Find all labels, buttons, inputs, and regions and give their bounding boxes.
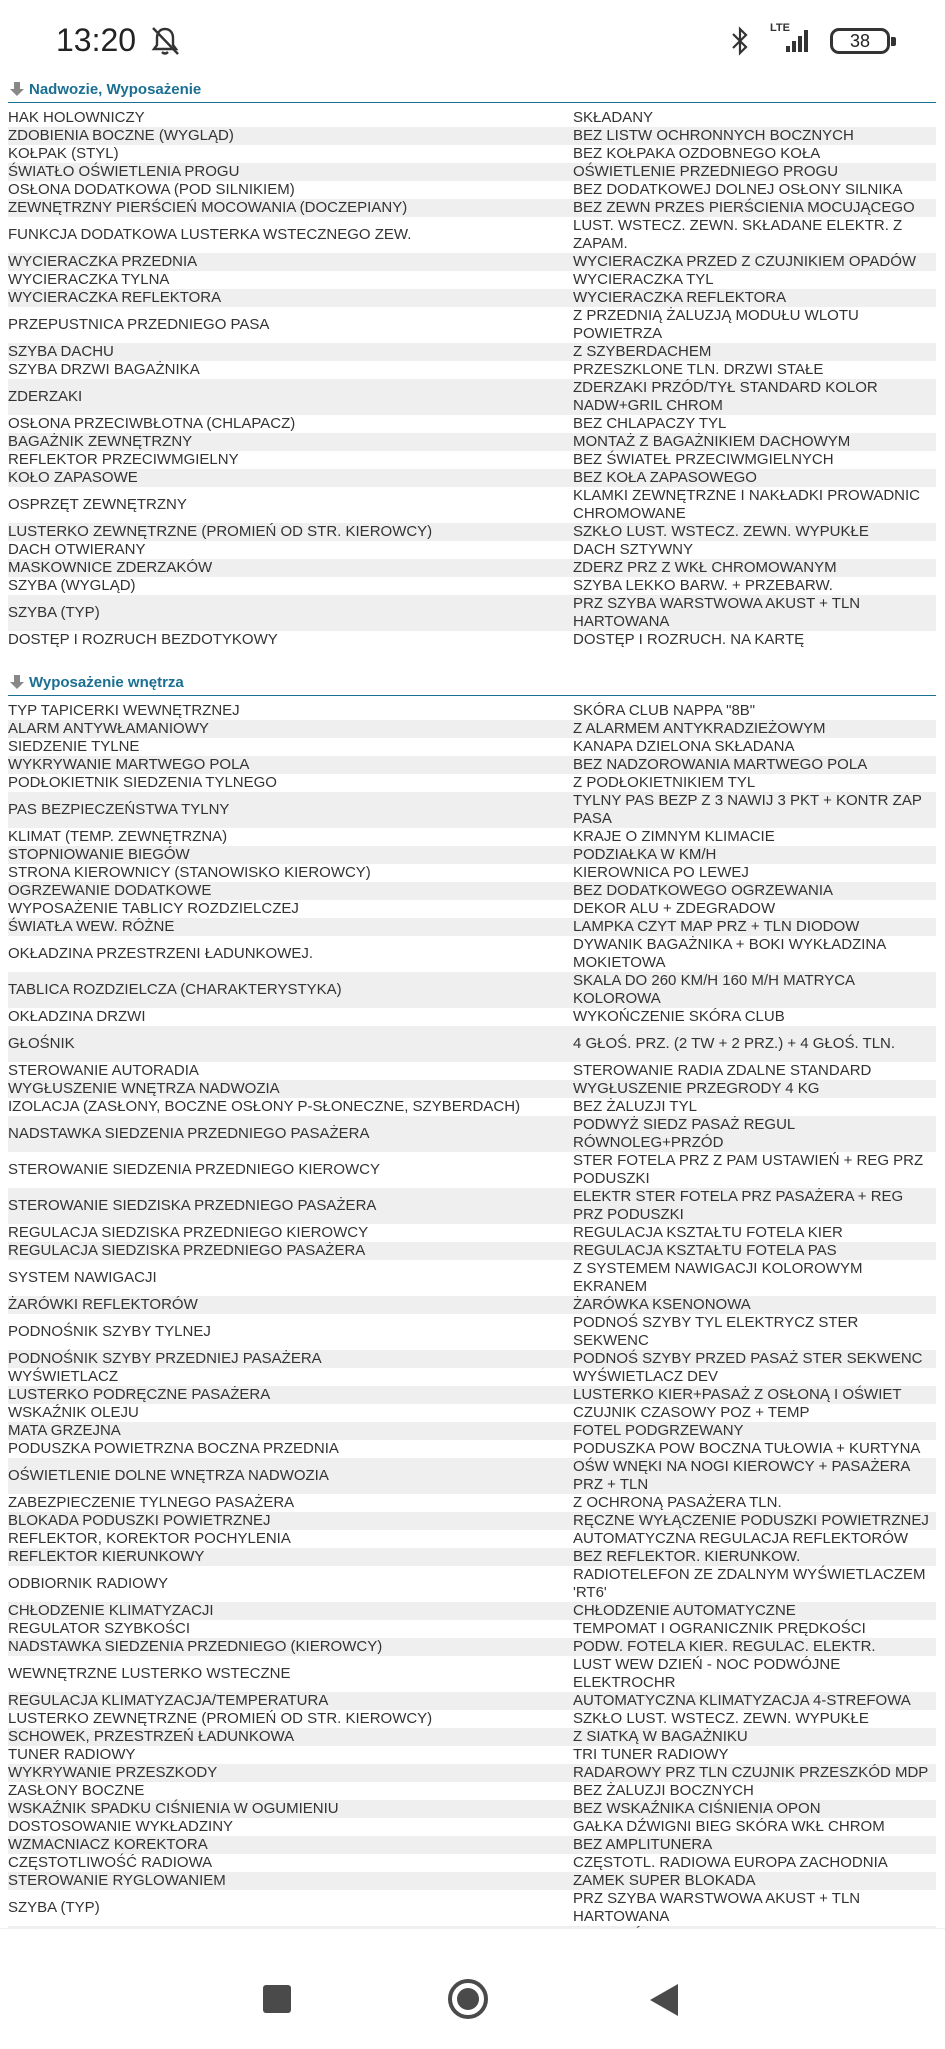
table-row <box>8 936 936 972</box>
spec-label: ZEWNĘTRZNY PIERŚCIEŃ MOCOWANIA (DOCZEPIANY) <box>8 199 408 216</box>
spec-value: RADAROWY PRZ TLN CZUJNIK PRZESZKÓD MDP <box>573 1764 929 1781</box>
spec-value: BEZ DODATKOWEJ DOLNEJ OSŁONY SILNIKA <box>573 181 903 198</box>
spec-value: PODW. FOTELA KIER. REGULAC. ELEKTR. <box>573 1638 876 1655</box>
spec-label: WYCIERACZKA PRZEDNIA <box>8 253 198 270</box>
table-row <box>8 1224 936 1242</box>
table-row <box>8 774 936 792</box>
spec-label: CHŁODZENIE KLIMATYZACJI <box>8 1602 214 1619</box>
table-row <box>8 1656 936 1692</box>
table-row <box>8 720 936 738</box>
table-row <box>8 1836 936 1854</box>
battery-indicator: 38 <box>830 28 890 54</box>
spec-value: BEZ KOŁA ZAPASOWEGO <box>573 469 757 486</box>
spec-value: Z PRZEDNIĄ ŻALUZJĄ MODUŁU WLOTU POWIETRZA <box>573 307 859 342</box>
spec-label: LUSTERKO ZEWNĘTRZNE (PROMIEŃ OD STR. KIEROWCY) <box>8 1710 433 1727</box>
spec-label: REFLEKTOR KIERUNKOWY <box>8 1548 205 1565</box>
spec-value: AUTOMATYCZNA REGULACJA REFLEKTORÓW <box>573 1530 909 1547</box>
table-row <box>8 1710 936 1728</box>
spec-label: IZOLACJA (ZASŁONY, BOCZNE OSŁONY P-SŁONECZNE, SZYBERDACH) <box>8 1098 521 1115</box>
spec-label: SYSTEM NAWIGACJI <box>8 1269 157 1286</box>
spec-value: REGULACJA KSZTAŁTU FOTELA PAS <box>573 1242 837 1259</box>
table-row <box>8 1422 936 1440</box>
spec-label: PODNOŚNIK SZYBY PRZEDNIEJ PASAŻERA <box>8 1350 322 1367</box>
spec-label: DACH OTWIERANY <box>8 541 146 558</box>
section-header[interactable] <box>8 78 936 100</box>
spec-label: KLIMAT (TEMP. ZEWNĘTRZNA) <box>8 828 228 845</box>
spec-label: NADSTAWKA SIEDZENIA PRZEDNIEGO (KIEROWCY) <box>8 1638 383 1655</box>
table-row <box>8 541 936 559</box>
spec-value: WYŚWIETLACZ DEV <box>573 1368 719 1385</box>
table-row <box>8 577 936 595</box>
spec-label: SZYBA (TYP) <box>8 1899 100 1916</box>
spec-label: REGULACJA SIEDZISKA PRZEDNIEGO KIEROWCY <box>8 1224 369 1241</box>
spec-label: KOŁPAK (STYL) <box>8 145 119 162</box>
spec-value: LAMPKA CZYT MAP PRZ + TLN DIODOW <box>573 918 860 935</box>
spec-value: FOTEL PODGRZEWANY <box>573 1422 744 1439</box>
table-row <box>8 1296 936 1314</box>
spec-label: PAS BEZPIECZEŃSTWA TYLNY <box>8 801 230 818</box>
table-row <box>8 451 936 469</box>
table-row <box>8 1746 936 1764</box>
recent-apps-button[interactable] <box>263 1985 291 2013</box>
spec-value: RĘCZNE WYŁĄCZENIE PODUSZKI POWIETRZNEJ <box>573 1512 929 1529</box>
table-row <box>8 181 936 199</box>
spec-label: STEROWANIE AUTORADIA <box>8 1062 199 1079</box>
section-divider <box>8 102 936 103</box>
spec-value: KIEROWNICA PO LEWEJ <box>573 864 749 881</box>
spec-value: BEZ CHLAPACZY TYL <box>573 415 727 432</box>
spec-label: WYŚWIETLACZ <box>8 1368 119 1385</box>
spec-value: BEZ NADZOROWANIA MARTWEGO POLA <box>573 756 868 773</box>
table-row <box>8 756 936 774</box>
table-row <box>8 1566 936 1602</box>
spec-label: MASKOWNICE ZDERZAKÓW <box>8 559 213 576</box>
table-row <box>8 1260 936 1296</box>
spec-value: PRZ SZYBA WARSTWOWA AKUST + TLN HARTOWANA <box>573 595 861 630</box>
spec-value: WYCIERACZKA REFLEKTORA <box>573 289 787 306</box>
spec-value: ŻARÓWKA KSENONOWA <box>573 1296 751 1313</box>
spec-value: SKŁADANY <box>573 109 654 126</box>
home-button[interactable] <box>448 1979 488 2019</box>
section-exterior <box>8 78 936 649</box>
navigation-bar <box>0 1928 945 2049</box>
spec-value: DEKOR ALU + ZDEGRADOW <box>573 900 776 917</box>
spec-label: SZYBA DACHU <box>8 343 114 360</box>
spec-label: ZDOBIENIA BOCZNE (WYGLĄD) <box>8 127 234 144</box>
spec-label: LUSTERKO PODRĘCZNE PASAŻERA <box>8 1386 271 1403</box>
spec-value: CHŁODZENIE AUTOMATYCZNE <box>573 1602 796 1619</box>
spec-value: BEZ AMPLITUNERA <box>573 1836 713 1853</box>
spec-value: CZUJNIK CZASOWY POZ + TEMP <box>573 1404 810 1421</box>
table-row <box>8 253 936 271</box>
table-row <box>8 1386 936 1404</box>
spec-label: ZABEZPIECZENIE TYLNEGO PASAŻERA <box>8 1494 295 1511</box>
spec-label: SZYBA (TYP) <box>8 604 100 621</box>
spec-label: STEROWANIE SIEDZISKA PRZEDNIEGO PASAŻERA <box>8 1197 377 1214</box>
spec-value: LUST WEW DZIEŃ - NOC PODWÓJNE ELEKTROCHR <box>573 1656 841 1691</box>
spec-value: BEZ WSKAŹNIKA CIŚNIENIA OPON <box>573 1800 821 1817</box>
table-row <box>8 1728 936 1746</box>
clock: 13:20 <box>56 22 137 58</box>
spec-value: BEZ ŚWIATEŁ PRZECIWMGIELNYCH <box>573 451 834 468</box>
spec-value: TRI TUNER RADIOWY <box>573 1746 729 1763</box>
table-row <box>8 1080 936 1098</box>
spec-value: CZĘSTOTL. RADIOWA EUROPA ZACHODNIA <box>573 1854 888 1871</box>
spec-label: LUSTERKO ZEWNĘTRZNE (PROMIEŃ OD STR. KIEROWCY) <box>8 523 433 540</box>
spec-table <box>8 702 936 1962</box>
spec-label: OSPRZĘT ZEWNĘTRZNY <box>8 496 187 513</box>
table-row <box>8 487 936 523</box>
spec-value: ZAMEK SUPER BLOKADA <box>573 1872 756 1889</box>
section-divider <box>8 695 936 696</box>
spec-value: PRZESZKLONE TLN. DRZWI STAŁE <box>573 361 824 378</box>
table-row <box>8 1404 936 1422</box>
spec-value: BEZ KOŁPAKA OZDOBNEGO KOŁA <box>573 145 821 162</box>
spec-value: BEZ ZEWN PRZES PIERŚCIENIA MOCUJĄCEGO <box>573 199 915 216</box>
table-row <box>8 559 936 577</box>
spec-label: HAK HOLOWNICZY <box>8 109 145 126</box>
table-row <box>8 792 936 828</box>
spec-label: DOSTĘP I ROZRUCH BEZDOTYKOWY <box>8 631 278 648</box>
spec-label: GŁOŚNIK <box>8 1035 75 1052</box>
spec-value: KRAJE O ZIMNYM KLIMACIE <box>573 828 775 845</box>
spec-value: GAŁKA DŹWIGNI BIEG SKÓRA WKŁ CHROM <box>573 1818 885 1835</box>
spec-value: Z ALARMEM ANTYKRADZIEŻOWYM <box>573 720 826 737</box>
spec-label: OGRZEWANIE DODATKOWE <box>8 882 212 899</box>
spec-label: BLOKADA PODUSZKI POWIETRZNEJ <box>8 1512 271 1529</box>
spec-value: SZKŁO LUST. WSTECZ. ZEWN. WYPUKŁE <box>573 1710 869 1727</box>
spec-value: PODWYŻ SIEDZ PASAŻ REGUL RÓWNOLEG+PRZÓD <box>573 1116 795 1151</box>
spec-value: SZYBA LEKKO BARW. + PRZEBARW. <box>573 577 833 594</box>
spec-label: MATA GRZEJNA <box>8 1422 121 1439</box>
spec-value: STER FOTELA PRZ Z PAM USTAWIEŃ + REG PRZ PODUSZKI <box>573 1152 924 1187</box>
spec-value: 4 GŁOŚ. PRZ. (2 TW + 2 PRZ.) + 4 GŁOŚ. TLN. <box>573 1035 896 1052</box>
bluetooth-icon <box>728 24 752 58</box>
spec-value: WYCIERACZKA PRZED Z CZUJNIKIEM OPADÓW <box>573 253 917 270</box>
spec-value: Z SZYBERDACHEM <box>573 343 712 360</box>
table-row <box>8 1800 936 1818</box>
spec-label: REGULACJA KLIMATYZACJA/TEMPERATURA <box>8 1692 329 1709</box>
table-row <box>8 631 936 649</box>
spec-label: PRZEPUSTNICA PRZEDNIEGO PASA <box>8 316 270 333</box>
table-row <box>8 1350 936 1368</box>
table-row <box>8 109 936 127</box>
spec-label: SCHOWEK, PRZESTRZEŃ ŁADUNKOWA <box>8 1728 295 1745</box>
spec-value: MONTAŻ Z BAGAŻNIKIEM DACHOWYM <box>573 433 851 450</box>
table-row <box>8 595 936 631</box>
table-row <box>8 1512 936 1530</box>
table-row <box>8 738 936 756</box>
spec-label: WYKRYWANIE PRZESZKODY <box>8 1764 218 1781</box>
spec-value: WYKOŃCZENIE SKÓRA CLUB <box>573 1008 785 1025</box>
spec-value: Z OCHRONĄ PASAŻERA TLN. <box>573 1494 782 1511</box>
spec-value: BEZ ŻALUZJI TYL <box>573 1098 697 1115</box>
table-row <box>8 1152 936 1188</box>
table-row <box>8 1602 936 1620</box>
spec-value: ELEKTR STER FOTELA PRZ PASAŻERA + REG PRZ PODUSZKI <box>573 1188 904 1223</box>
spec-value: Z PODŁOKIETNIKIEM TYL <box>573 774 756 791</box>
table-row <box>8 379 936 415</box>
network-type: LTE <box>770 22 790 34</box>
spec-label: STEROWANIE RYGLOWANIEM <box>8 1872 226 1889</box>
spec-value: SZKŁO LUST. WSTECZ. ZEWN. WYPUKŁE <box>573 523 869 540</box>
spec-label: DOSTOSOWANIE WYKŁADZINY <box>8 1818 234 1835</box>
spec-label: WSKAŹNIK OLEJU <box>8 1404 139 1421</box>
spec-label: ŚWIATŁA WEW. RÓŻNE <box>8 918 175 935</box>
spec-label: SIEDZENIE TYLNE <box>8 738 140 755</box>
table-row <box>8 127 936 145</box>
table-row <box>8 415 936 433</box>
spec-value: OŚW WNĘKI NA NOGI KIEROWCY + PASAŻERA PRZ + TLN <box>573 1458 910 1493</box>
table-row <box>8 307 936 343</box>
table-row <box>8 882 936 900</box>
section-title: Nadwozie, Wyposażenie <box>29 80 202 98</box>
table-row <box>8 199 936 217</box>
spec-value: PODZIAŁKA W KM/H <box>573 846 717 863</box>
table-row <box>8 1458 936 1494</box>
spec-value: TYLNY PAS BEZP Z 3 NAWIJ 3 PKT + KONTR ZAP PASA <box>573 792 922 827</box>
spec-value: BEZ LISTW OCHRONNYCH BOCZNYCH <box>573 127 854 144</box>
spec-label: KOŁO ZAPASOWE <box>8 469 138 486</box>
spec-value: DACH SZTYWNY <box>573 541 693 558</box>
spec-label: WZMACNIACZ KOREKTORA <box>8 1836 208 1853</box>
spec-value: BEZ DODATKOWEGO OGRZEWANIA <box>573 882 834 899</box>
table-row <box>8 1530 936 1548</box>
spec-label: BAGAŻNIK ZEWNĘTRZNY <box>8 433 193 450</box>
spec-label: ŚWIATŁO OŚWIETLENIA PROGU <box>8 163 240 180</box>
table-row <box>8 289 936 307</box>
table-row <box>8 1872 936 1890</box>
spec-label: PODUSZKA POWIETRZNA BOCZNA PRZEDNIA <box>8 1440 339 1457</box>
table-row <box>8 433 936 451</box>
spec-value: KANAPA DZIELONA SKŁADANA <box>573 738 795 755</box>
spec-value: OŚWIETLENIE PRZEDNIEGO PROGU <box>573 163 839 180</box>
spec-label: REFLEKTOR, KOREKTOR POCHYLENIA <box>8 1530 291 1547</box>
spec-value: PODNOŚ SZYBY TYL ELEKTRYCZ STER SEKWENC <box>573 1314 859 1349</box>
spec-value: KLAMKI ZEWNĘTRZNE I NAKŁADKI PROWADNIC CHROMOWANE <box>573 487 920 522</box>
table-row <box>8 1026 936 1062</box>
spec-label: WYCIERACZKA REFLEKTORA <box>8 289 222 306</box>
spec-label: ŻARÓWKI REFLEKTORÓW <box>8 1296 198 1313</box>
table-row <box>8 1620 936 1638</box>
spec-label: STOPNIOWANIE BIEGÓW <box>8 846 190 863</box>
spec-label: WEWNĘTRZNE LUSTERKO WSTECZNE <box>8 1665 291 1682</box>
spec-label: TABLICA ROZDZIELCZA (CHARAKTERYSTYKA) <box>8 981 342 998</box>
table-row <box>8 343 936 361</box>
spec-value: PRZ SZYBA WARSTWOWA AKUST + TLN HARTOWANA <box>573 1890 861 1925</box>
spec-label: OSŁONA PRZECIWBŁOTNA (CHLAPACZ) <box>8 415 296 432</box>
table-row <box>8 1116 936 1152</box>
spec-label: WYGŁUSZENIE WNĘTRZA NADWOZIA <box>8 1080 280 1097</box>
arrow-down-icon <box>8 80 26 98</box>
table-row <box>8 1764 936 1782</box>
spec-label: ZDERZAKI <box>8 388 83 405</box>
section-title: Wyposażenie wnętrza <box>29 673 184 691</box>
table-row <box>8 1692 936 1710</box>
table-row <box>8 361 936 379</box>
section-interior <box>8 671 936 1962</box>
muted-bell-icon <box>148 24 182 58</box>
table-row <box>8 469 936 487</box>
table-row <box>8 1638 936 1656</box>
spec-value: WYGŁUSZENIE PRZEGRODY 4 KG <box>573 1080 820 1097</box>
spec-label: REFLEKTOR PRZECIWMGIELNY <box>8 451 239 468</box>
spec-value: Z SYSTEMEM NAWIGACJI KOLOROWYM EKRANEM <box>573 1260 863 1295</box>
spec-label: TYP TAPICERKI WEWNĘTRZNEJ <box>8 702 240 719</box>
spec-label: STRONA KIEROWNICY (STANOWISKO KIEROWCY) <box>8 864 371 881</box>
table-row <box>8 846 936 864</box>
spec-label: SZYBA (WYGLĄD) <box>8 577 136 594</box>
back-button[interactable] <box>650 1984 678 2016</box>
spec-label: NADSTAWKA SIEDZENIA PRZEDNIEGO PASAŻERA <box>8 1125 370 1142</box>
table-row <box>8 900 936 918</box>
spec-value: DOSTĘP I ROZRUCH. NA KARTĘ <box>573 631 805 648</box>
table-row <box>8 702 936 720</box>
table-row <box>8 1890 936 1926</box>
spec-value: STEROWANIE RADIA ZDALNE STANDARD <box>573 1062 872 1079</box>
table-row <box>8 1368 936 1386</box>
spec-value: PODNOŚ SZYBY PRZED PASAŻ STER SEKWENC <box>573 1350 923 1367</box>
table-row <box>8 271 936 289</box>
table-row <box>8 217 936 253</box>
spec-value: PODUSZKA POW BOCZNA TUŁOWIA + KURTYNA <box>573 1440 921 1457</box>
spec-label: WYPOSAŻENIE TABLICY ROZDZIELCZEJ <box>8 900 299 917</box>
spec-value: AUTOMATYCZNA KLIMATYZACJA 4-STREFOWA <box>573 1692 911 1709</box>
content <box>8 78 936 1962</box>
spec-value: BEZ ŻALUZJI BOCZNYCH <box>573 1782 754 1799</box>
spec-label: OKŁADZINA PRZESTRZENI ŁADUNKOWEJ. <box>8 945 314 962</box>
spec-value: SKÓRA CLUB NAPPA "8B" <box>573 702 756 719</box>
spec-value: ZDERZAKI PRZÓD/TYŁ STANDARD KOLOR NADW+GRIL CHROM <box>573 379 878 414</box>
arrow-down-icon <box>8 673 26 691</box>
spec-value: Z SIATKĄ W BAGAŻNIKU <box>573 1728 748 1745</box>
spec-label: PODNOŚNIK SZYBY TYLNEJ <box>8 1323 211 1340</box>
spec-value: LUSTERKO KIER+PASAŻ Z OSŁONĄ I OŚWIET <box>573 1386 902 1403</box>
table-row <box>8 918 936 936</box>
table-row <box>8 1440 936 1458</box>
spec-label: CZĘSTOTLIWOŚĆ RADIOWA <box>8 1854 213 1871</box>
table-row <box>8 1854 936 1872</box>
table-row <box>8 1008 936 1026</box>
spec-label: PODŁOKIETNIK SIEDZENIA TYLNEGO <box>8 774 277 791</box>
spec-label: OKŁADZINA DRZWI <box>8 1008 146 1025</box>
table-row <box>8 1188 936 1224</box>
spec-label: ALARM ANTYWŁAMANIOWY <box>8 720 209 737</box>
spec-value: DYWANIK BAGAŻNIKA + BOKI WYKŁADZINA MOKIETOWA <box>573 936 886 971</box>
spec-label: REGULACJA SIEDZISKA PRZEDNIEGO PASAŻERA <box>8 1242 366 1259</box>
spec-label: OSŁONA DODATKOWA (POD SILNIKIEM) <box>8 181 295 198</box>
table-row <box>8 1314 936 1350</box>
table-row <box>8 1098 936 1116</box>
spec-label: FUNKCJA DODATKOWA LUSTERKA WSTECZNEGO ZEW. <box>8 226 412 243</box>
table-row <box>8 1818 936 1836</box>
spec-label: WYCIERACZKA TYLNA <box>8 271 170 288</box>
spec-label: OŚWIETLENIE DOLNE WNĘTRZA NADWOZIA <box>8 1467 329 1484</box>
spec-label: SZYBA DRZWI BAGAŻNIKA <box>8 361 200 378</box>
table-row <box>8 145 936 163</box>
spec-label: ODBIORNIK RADIOWY <box>8 1575 169 1592</box>
spec-value: ZDERZ PRZ Z WKŁ CHROMOWANYM <box>573 559 837 576</box>
spec-value: SKALA DO 260 KM/H 160 M/H MATRYCA KOLOROWA <box>573 972 855 1007</box>
spec-value: REGULACJA KSZTAŁTU FOTELA KIER <box>573 1224 843 1241</box>
spec-value: TEMPOMAT I OGRANICZNIK PRĘDKOŚCI <box>573 1620 866 1637</box>
table-row <box>8 972 936 1008</box>
table-row <box>8 1242 936 1260</box>
table-row <box>8 1548 936 1566</box>
table-row <box>8 523 936 541</box>
spec-value: LUST. WSTECZ. ZEWN. SKŁADANE ELEKTR. Z ZAPAM. <box>573 217 903 252</box>
spec-label: WYKRYWANIE MARTWEGO POLA <box>8 756 250 773</box>
table-row <box>8 1494 936 1512</box>
section-header[interactable] <box>8 671 936 693</box>
spec-label: TUNER RADIOWY <box>8 1746 136 1763</box>
status-bar <box>0 0 945 84</box>
spec-value: WYCIERACZKA TYL <box>573 271 714 288</box>
spec-value: RADIOTELEFON ZE ZDALNYM WYŚWIETLACZEM 'RT6' <box>573 1566 926 1601</box>
spec-label: ZASŁONY BOCZNE <box>8 1782 145 1799</box>
table-row <box>8 864 936 882</box>
spec-table <box>8 109 936 649</box>
spec-label: REGULATOR SZYBKOŚCI <box>8 1620 190 1637</box>
table-row <box>8 163 936 181</box>
table-row <box>8 1782 936 1800</box>
table-row <box>8 1062 936 1080</box>
spec-value: BEZ REFLEKTOR. KIERUNKOW. <box>573 1548 801 1565</box>
spec-label: WSKAŹNIK SPADKU CIŚNIENIA W OGUMIENIU <box>8 1800 339 1817</box>
spec-label: STEROWANIE SIEDZENIA PRZEDNIEGO KIEROWCY <box>8 1161 380 1178</box>
table-row <box>8 828 936 846</box>
